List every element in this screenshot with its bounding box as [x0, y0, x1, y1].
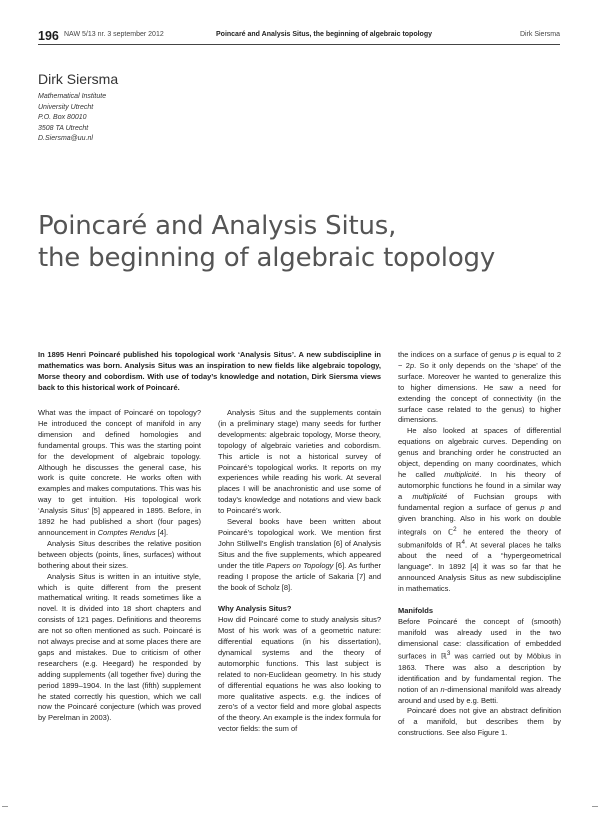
paragraph: Analysis Situs is written in an intuitive style, which is quite different from the present mathematical writing. It reads sometimes like a novel. It is divided into 18 short chapters and consists of 121 pages. Definitions and theorems are not so often mentioned as such. Poincaré is not always precise and at some places there are gaps and mistakes. Due to criticism of other researchers (e.g. Heegard) he responded by adding supplements (all together five) during the period 1899–1904. In the last (fifth) supplement he stated correctly his question, which we call now the Poincaré conjecture (which was proved by Perelman in 2003). [38, 571, 201, 723]
paragraph [398, 350, 561, 426]
header-author: Dirk Siersma [519, 31, 560, 38]
text-run: . At several places he talks about the need of a “hypergeometrical language”. In 1892 [4] it was so far that he announced Analysis Situs as new subdiscipline in mathematics. [398, 540, 562, 594]
superscript: 2 [453, 525, 457, 533]
affiliation-line: University Utrecht [38, 103, 94, 111]
text-run: the indices on a surface of genus [398, 350, 513, 359]
author-email: D.Siersma@uu.nl [38, 135, 93, 143]
running-title: Poincaré and Analysis Situs, the beginning of algebraic topology [216, 31, 432, 38]
affiliation-line: Mathematical Institute [38, 93, 107, 100]
header-rule [38, 44, 560, 45]
text-run: was carried out by Möbius in 1863. There was also a description by identification and by fundamental region. The notion of an [398, 651, 561, 694]
crop-mark [2, 806, 8, 807]
math-symbol: n [440, 684, 445, 694]
author-name: Dirk Siersma [38, 71, 119, 87]
paragraph: Poincaré does not give an abstract definition of a manifold, but describes them by constructions. See also Figure 1. [398, 706, 561, 738]
paragraph [398, 617, 561, 707]
crop-mark [592, 806, 598, 807]
text-run: He also looked at spaces of differential equations on algebraic curves. Depending on genus and branching order he constructed an object, depending on many coordinates, which he called [398, 426, 561, 479]
paragraph: How did Poincaré come to study analysis situs? Most of his work was of a geometric nature: differential equations (in his dissertation), dynamical systems and the theory of automorphic functions. This last subject is related to non-Euclidean geometry. In his study of differential equations he was also looking to more qualitative aspects. e.g. the indices of zero’s of a vector field and more global aspects of the theory. An example is the index formula for vector fields: the sum of [218, 615, 381, 734]
text-run: of Fuchsian groups with fundamental region a surface of genus [398, 491, 561, 512]
paragraph [218, 517, 381, 593]
abstract: In 1895 Henri Poincaré published his topological work ‘Analysis Situs’. A new subdiscipline in mathematics was born. Analysis Situs was an inspiration to new fields like algebraic topology, Morse theory and cobordism. With use of today’s knowledge and notation, Dirk Siersma views back to this historical work of Poincaré. [38, 350, 381, 392]
article-title [38, 211, 568, 274]
title-line-2: the beginning of algebraic topology [38, 242, 496, 273]
text-run: and given branching. Also in his work on double integrals on ℂ [398, 502, 561, 536]
term: multiplicité [412, 491, 448, 501]
term: multiplicité [444, 469, 480, 479]
math-symbol: p [540, 502, 545, 512]
paragraph: Analysis Situs describes the relative position between objects (points, lines, surfaces) without bothering about their sizes. [38, 538, 201, 570]
text-run: Before Poincaré the concept of (smooth) manifold was already used in the two dimensional case: classification of embedded surfaces in ℝ [398, 616, 561, 661]
affiliation-line: P.O. Box 80010 [38, 114, 87, 122]
text-run: [4]. [155, 527, 169, 537]
text-run: . So it only depends on the ‘shape’ of the surface. Moreover he wanted to generalize this to higher dimensions. He saw a need for extending the concept of connectivity (in the surface case related to the genus) to higher dimensions. [398, 360, 562, 425]
math-symbol: p [409, 360, 415, 370]
paragraph [38, 408, 201, 539]
text-run: is equal to 2 − 2 [398, 350, 562, 370]
section-heading: Manifolds [398, 605, 433, 615]
text-run: What was the impact of Poincaré on topology? He introduced the concept of manifold in any dimension and defined homologies and fundamental groups. This was the starting point for the development of algebraic topology. Although he discusses the general case, his work is quite concrete. He works often with examples and makes computations. This was his way to get intuition. His topological work ‘Analysis Situs’ [5] appeared in 1895. Before, in 1892 he had published a short (four pages) announcement in [38, 408, 201, 537]
paragraph: Analysis Situs and the supplements contain (in a preliminary stage) many seeds for further developments: algebraic topology, Morse theory, topology of algebraic varieties and cobordism. This article is not a historical survey of Poincaré’s topological works. It reports on my experiences while reading his work. At several places I will be anachronistic and use some of today’s knowledge and notations and view back to Poincaré’s work. [218, 408, 381, 516]
text-run: he entered the theory of submanifolds of ℝ [398, 527, 561, 550]
text-run: [6]. As further reading I propose the article of Sakaria [7] and the book of Scholz [8]. [218, 560, 381, 592]
page-number: 196 [38, 29, 59, 43]
text-run: Several books have been written about Poincaré’s topological work. We mention first John Stillwell’s English translation [6] of Analysis Situs and the five supplements, which appeared under the title [218, 517, 381, 570]
column-2 [218, 408, 381, 735]
journal-name: Comptes Rendus [97, 527, 156, 537]
superscript: 3 [446, 650, 451, 658]
math-symbol: p [512, 350, 517, 359]
journal-issue: NAW 5/13 nr. 3 september 2012 [64, 31, 164, 38]
section-heading: Why Analysis Situs? [218, 604, 292, 614]
superscript: 4 [461, 538, 465, 546]
affiliation-line: 3508 TA Utrecht [38, 124, 89, 132]
text-run: . In his theory of automorphic functions he found in a similar way a [398, 469, 561, 501]
title-line-1: Poincaré and Analysis Situs, [38, 211, 397, 241]
author-block [38, 71, 118, 145]
text-run: -dimensional manifold was already around and used by e.g. Betti. [398, 684, 561, 705]
book-title: Papers on Topology [266, 560, 334, 570]
paragraph [398, 426, 561, 595]
column-3 [398, 350, 561, 739]
column-1 [38, 408, 201, 724]
page-header [0, 0, 600, 44]
